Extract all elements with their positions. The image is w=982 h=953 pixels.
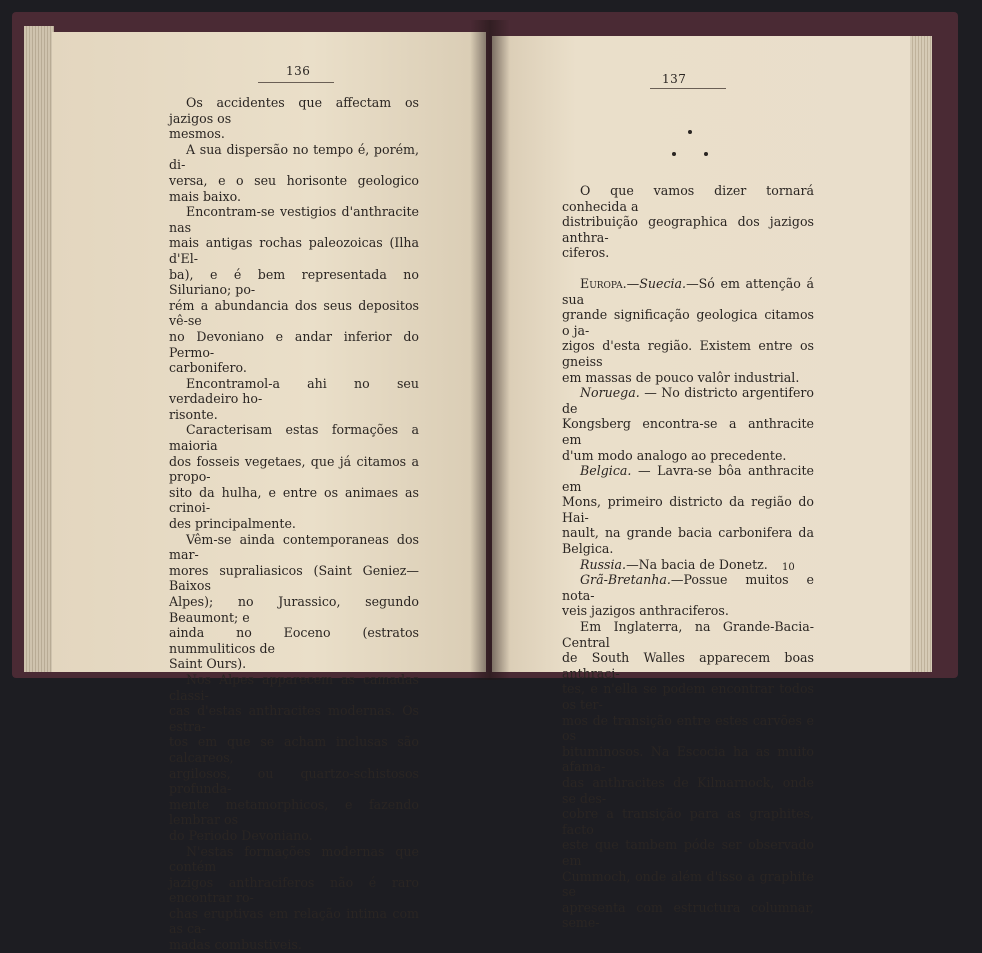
text-line: mais antigas rochas paleozoicas (Ilha d'El- bbox=[169, 235, 419, 266]
suecia-label: —Suecia. bbox=[626, 275, 687, 291]
book-gutter bbox=[470, 20, 510, 680]
text-line: distribuição geographica dos jazigos anthra- bbox=[562, 214, 814, 245]
text-line: Kongsberg encontra-se a anthracite em bbox=[562, 416, 814, 447]
text-line: Encontram-se vestigios d'anthracite nas bbox=[169, 204, 419, 235]
text-line: tes, e n'ella se podem encontrar todos os ter- bbox=[562, 681, 814, 712]
text-fragment: —Na bacia de Donetz. bbox=[626, 556, 768, 572]
russia-paragraph bbox=[562, 557, 814, 573]
text-line: cas d'estas anthracites modernas. Os estra- bbox=[169, 703, 419, 734]
text-line: Nos Alpes apparecem as camadas classi- bbox=[169, 671, 419, 703]
text-line bbox=[562, 276, 814, 307]
text-line: Saint Ours). bbox=[169, 656, 247, 672]
intro-paragraph bbox=[562, 183, 814, 261]
text-fragment: —Possue muitos e nota- bbox=[562, 572, 814, 603]
text-line: sito da hulha, e entre os animaes as crinoi- bbox=[169, 484, 419, 516]
text-line: jazigos anthraciferos não é raro encontrar ro- bbox=[169, 874, 419, 906]
text-line: de South Walles apparecem boas anthraci- bbox=[562, 650, 814, 681]
text-line: Os accidentes que affectam os jazigos os bbox=[169, 95, 419, 126]
text-line: Caracterisam estas formações a maioria bbox=[169, 422, 419, 454]
text-line: des principalmente. bbox=[169, 516, 296, 532]
text-line: rém a abundancia dos seus depositos vê-se bbox=[169, 297, 419, 329]
text-fragment: — No districto argentifero de bbox=[562, 385, 814, 416]
text-line: bituminosos. Na Escocia ha as muito afama- bbox=[562, 743, 814, 775]
right-page-number: 137 bbox=[662, 72, 687, 86]
text-line: mos de transição entre estes carvões e os bbox=[562, 712, 814, 744]
text-line: este que tambem póde ser observado em bbox=[562, 837, 814, 868]
text-line: das anthracites de Kilmarnock, onde se des- bbox=[562, 774, 814, 806]
text-line: Alpes); no Jurassico, segundo Beaumont; e bbox=[169, 594, 419, 625]
text-line: nault, na grande bacia carbonifera da Belgica. bbox=[562, 525, 814, 557]
europa-label: Europa. bbox=[580, 275, 627, 291]
gra-bretanha-paragraph bbox=[562, 572, 814, 931]
text-line: tos em que se acham inclusas são calcareos, bbox=[169, 734, 419, 765]
europa-paragraph bbox=[562, 276, 814, 385]
left-header-rule bbox=[258, 82, 334, 83]
text-line: ba), e é bem representada no Siluriano; po- bbox=[169, 266, 419, 298]
text-line bbox=[562, 572, 814, 603]
text-line: A sua dispersão no tempo é, porém, di- bbox=[169, 141, 419, 173]
left-page bbox=[52, 32, 486, 953]
russia-label: Russia. bbox=[580, 556, 627, 572]
text-line: Encontramol-a ahi no seu verdadeiro ho- bbox=[169, 375, 419, 407]
text-line bbox=[562, 385, 814, 416]
text-line: cobre a transição para as graphites, facto bbox=[562, 806, 814, 837]
text-line: apresenta com estructura columnar, seme- bbox=[562, 899, 814, 931]
paragraph-gap bbox=[562, 261, 814, 276]
asterism-right bbox=[704, 152, 708, 156]
text-line: zigos d'esta região. Existem entre os gneiss bbox=[562, 338, 814, 369]
text-line: dos fosseis vegetaes, que já citamos a propo- bbox=[169, 453, 419, 485]
asterism-left bbox=[672, 152, 676, 156]
text-fragment: — Lavra-se bôa anthracite em bbox=[562, 463, 814, 494]
text-line: Cummoch, onde além d'isso a graphite se bbox=[562, 868, 814, 900]
right-page bbox=[492, 36, 912, 931]
left-page-number: 136 bbox=[286, 64, 311, 78]
text-line: Mons, primeiro districto da região do Hai- bbox=[562, 494, 814, 525]
text-line: do Periodo Devoniano. bbox=[169, 827, 313, 843]
belgica-paragraph bbox=[562, 463, 814, 557]
text-line bbox=[562, 463, 814, 494]
text-line: Vêm-se ainda contemporaneas dos mar- bbox=[169, 531, 419, 563]
text-line: ainda no Eoceno (estratos nummuliticos de bbox=[169, 625, 419, 656]
text-line: no Devoniano e andar inferior do Permo- bbox=[169, 328, 419, 360]
right-page-edges bbox=[910, 36, 932, 672]
text-line: madas combustiveis. bbox=[169, 937, 302, 953]
text-fragment: —Só em attenção á sua bbox=[562, 275, 814, 307]
text-line: chas eruptivas em relação intima com as ca- bbox=[169, 905, 419, 937]
left-page-body bbox=[169, 95, 419, 953]
belgica-label: Belgica. bbox=[580, 463, 632, 479]
right-page-body bbox=[562, 183, 814, 931]
text-line: carbonifero. bbox=[169, 360, 247, 376]
noruega-paragraph bbox=[562, 385, 814, 463]
text-line: N'estas formações modernas que contém bbox=[169, 843, 419, 875]
asterism-top bbox=[688, 130, 692, 134]
text-line: mente metamorphicos, e fazendo lembrar os bbox=[169, 796, 419, 828]
right-header-rule bbox=[650, 88, 726, 89]
gra-bretanha-label: Grã-Bretanha. bbox=[580, 572, 671, 588]
noruega-label: Noruega. bbox=[580, 385, 640, 401]
text-line: em massas de pouco valôr industrial. bbox=[562, 369, 800, 385]
text-line: versa, e o seu horisonte geologico mais baixo. bbox=[169, 172, 419, 204]
text-line: d'um modo analogo ao precedente. bbox=[562, 447, 787, 463]
text-line: ciferos. bbox=[562, 245, 610, 261]
left-page-edges bbox=[24, 26, 54, 672]
text-line: O que vamos dizer tornará conhecida a bbox=[562, 183, 814, 214]
signature-mark: 10 bbox=[782, 562, 795, 573]
text-line: grande significação geologica citamos o ja- bbox=[562, 307, 814, 338]
text-line: mores supraliasicos (Saint Geniez—Baixos bbox=[169, 562, 419, 594]
text-line: mesmos. bbox=[169, 126, 225, 142]
text-line: argilosos, ou quartzo-schistosos profunda- bbox=[169, 765, 419, 797]
text-line: Em Inglaterra, na Grande-Bacia-Central bbox=[562, 619, 814, 650]
text-line: risonte. bbox=[169, 406, 218, 422]
text-line: veis jazigos anthraciferos. bbox=[562, 603, 729, 619]
